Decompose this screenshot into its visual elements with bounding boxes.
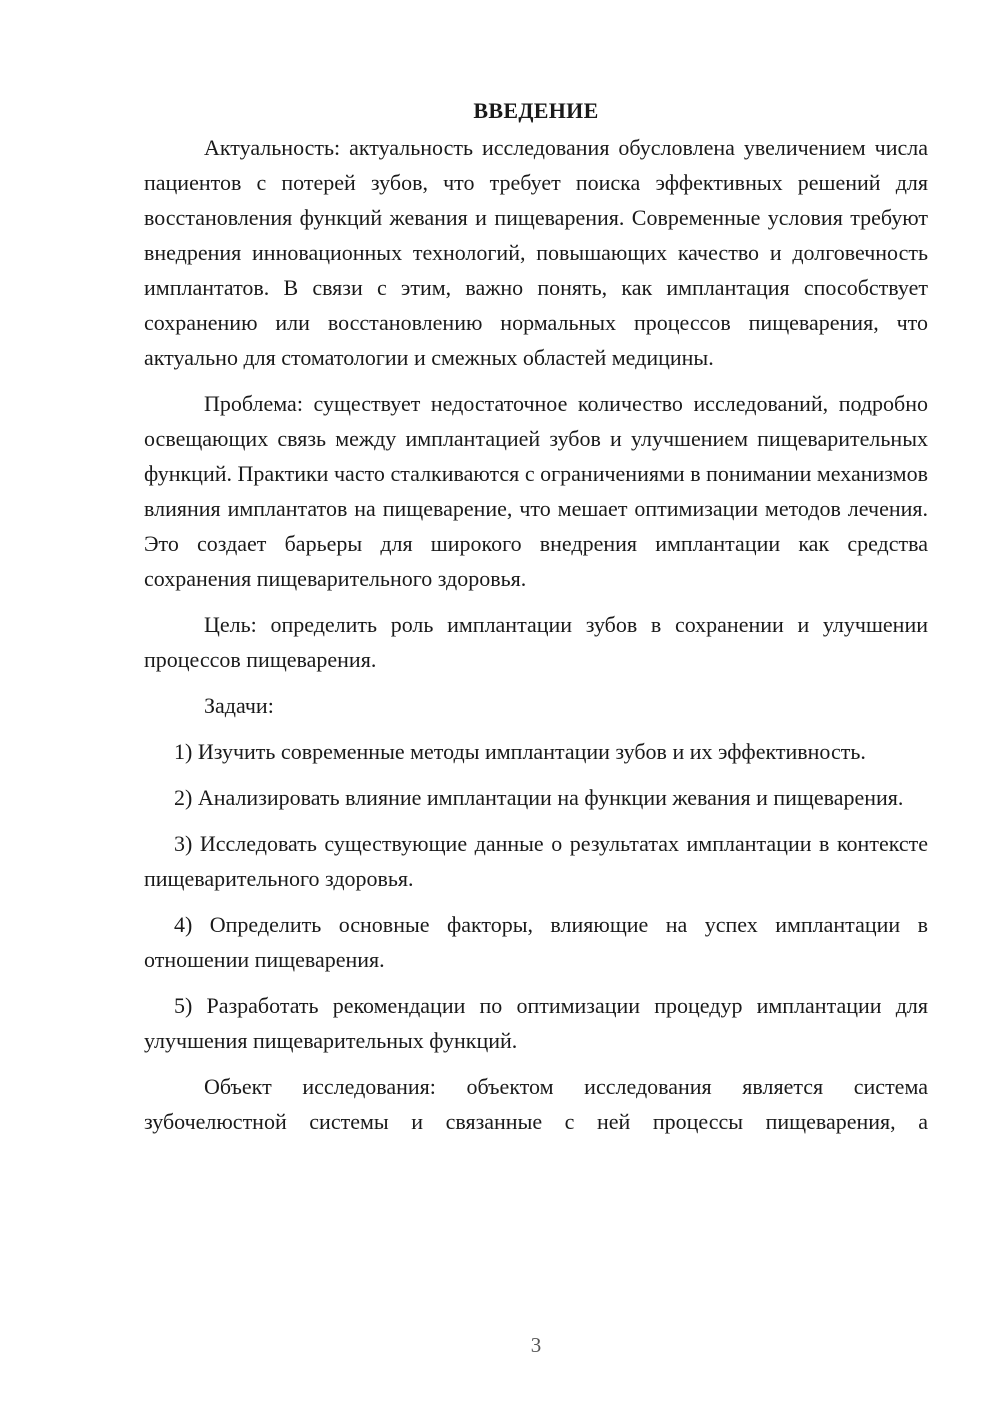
document-page [144,96,928,1150]
task-item-4: 4) Определить основные факторы, влияющие на успех имплантации в отношении пищеварения. [144,912,928,972]
task-item-5: 5) Разработать рекомендации по оптимизации процедур имплантации для улучшения пищеварительных функций. [144,993,928,1053]
goal-paragraph: Цель: определить роль имплантации зубов в сохранении и улучшении процессов пищеварения. [144,612,928,672]
relevance-paragraph: Актуальность: актуальность исследования обусловлена увеличением числа пациентов с потерей зубов, что требует поиска эффективных решений для восстановления функций жевания и пищеварения. Современные условия требуют внедрения инновационных технологий, повышающих качество и долговечность имплантатов. В связи с этим, важно понять, как имплантация способствует сохранению или восстановлению нормальных процессов пищеварения, что актуально для стоматологии и смежных областей медицины. [144,135,928,370]
task-item-2: 2) Анализировать влияние имплантации на функции жевания и пищеварения. [174,785,904,810]
object-paragraph: Объект исследования: объектом исследования является система зубочелюстной системы и связанные с ней процессы пищеварения, а [144,1074,928,1134]
problem-paragraph: Проблема: существует недостаточное количество исследований, подробно освещающих связь между имплантацией зубов и улучшением пищеварительных функций. Практики часто сталкиваются с ограничениями в понимании механизмов влияния имплантатов на пищеварение, что мешает оптимизации методов лечения. Это создает барьеры для широкого внедрения имплантации как средства сохранения пищеварительного здоровья. [144,391,928,591]
page-number: 3 [530,1333,542,1357]
section-title: ВВЕДЕНИЕ [473,98,599,123]
task-item-1: 1) Изучить современные методы имплантации зубов и их эффективность. [174,739,866,764]
task-item-3: 3) Исследовать существующие данные о результатах имплантации в контексте пищеварительного здоровья. [144,831,928,891]
tasks-heading: Задачи: [204,693,274,718]
